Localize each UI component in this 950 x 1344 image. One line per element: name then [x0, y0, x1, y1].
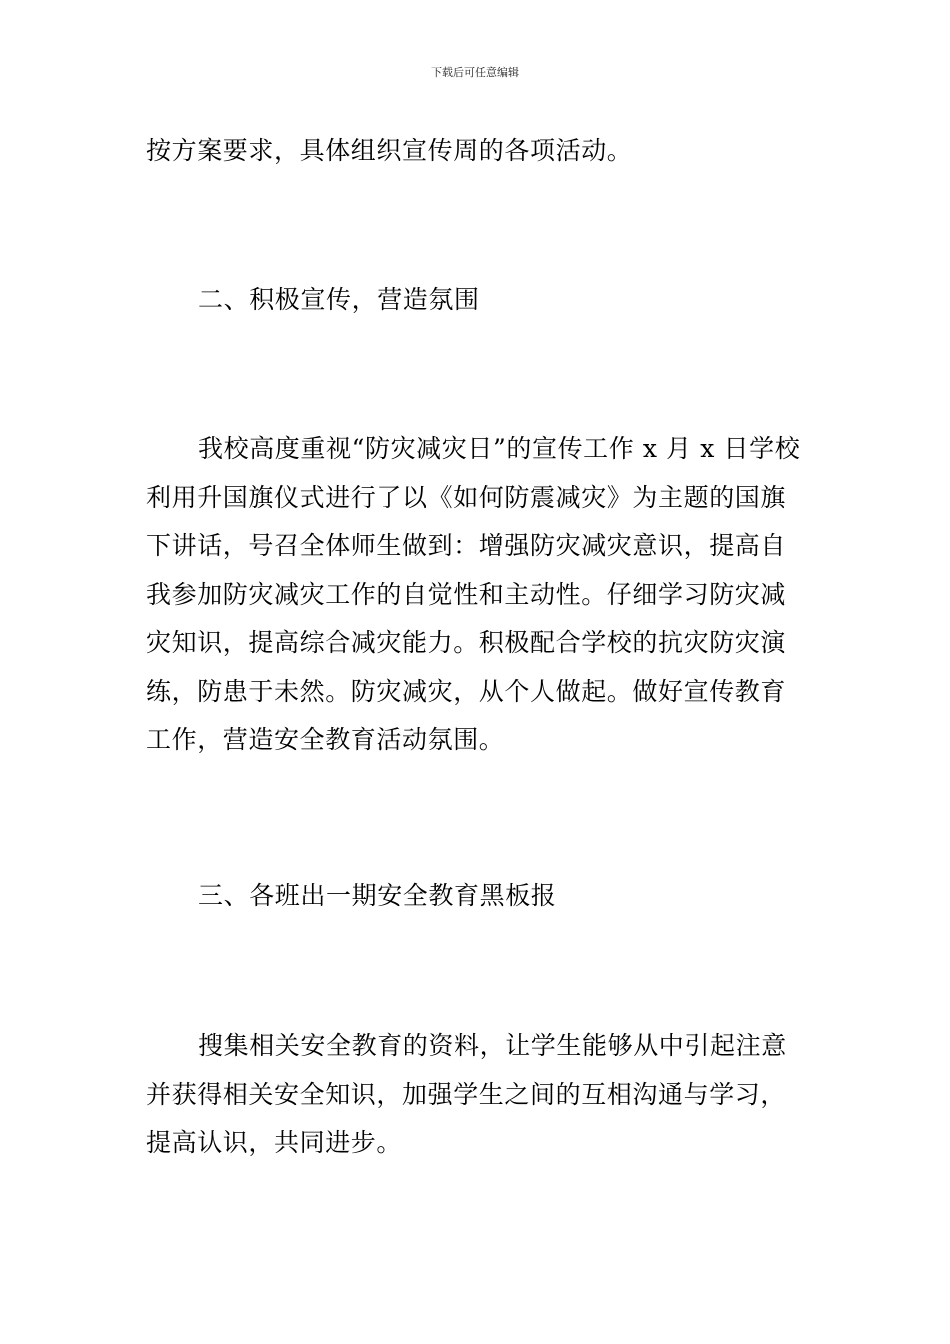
paragraph-continuation: 按方案要求，具体组织宣传周的各项活动。 [146, 136, 633, 165]
section-heading-2: 二、积极宣传，营造氛围 [198, 285, 480, 314]
section-heading-3: 三、各班出一期安全教育黑板报 [198, 881, 557, 910]
paragraph-publicity: 我校高度重视“防灾减灾日”的宣传工作 x 月 x 日学校利用升国旗仪式进行了以《如何防震减灾》为主题的国旗下讲话，号召全体师生做到：增强防灾减灾意识，提高自我参加防灾减灾工作的自觉性和主动性。仔细学习防灾减灾知识，提高综合减灾能力。积极配合学校的抗灾防灾演练，防患于未然。防灾减灾，从个人做起。做好宣传教育工作，营造安全教育活动氛围。 [146, 434, 801, 754]
header-note: 下载后可任意编辑 [431, 66, 519, 79]
paragraph-blackboard: 搜集相关安全教育的资料，让学生能够从中引起注意并获得相关安全知识，加强学生之间的互相沟通与学习，提高认识，共同进步。 [146, 1031, 787, 1157]
